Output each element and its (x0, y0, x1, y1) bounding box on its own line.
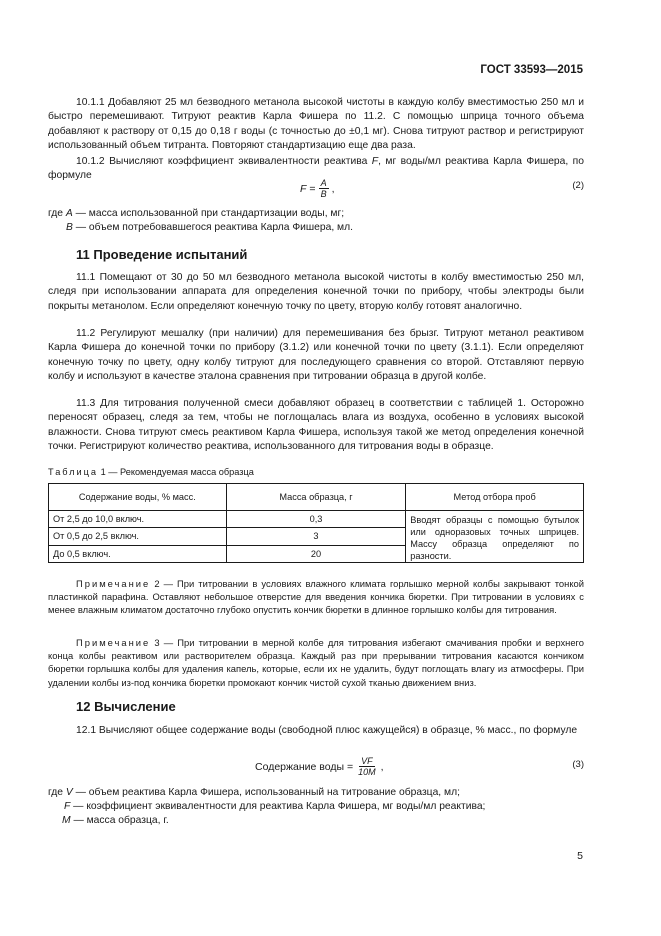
table-1-caption: Таблица 1 — Рекомендуемая масса образца (48, 467, 254, 477)
table-row (49, 511, 584, 528)
paragraph-11-1: 11.1 Помещают от 30 до 50 мл безводного метанола высокой чистоты в колбу вместимостью 250 мл, следя при использовании аппарата для определения конечной точки по прибору, чтобы электроды были покрыты метанолом. Если определяют конечную точку по цвету, вторую колбу готовят аналогично. (48, 272, 584, 312)
where-a: где A — масса использованной при стандартизации воды, мг; (48, 208, 345, 219)
where-b: B — объем потребовавшегося реактива Карла Фишера, мл. (66, 222, 354, 233)
where-f: F — коэффициент эквивалентности для реактива Карла Фишера, мг воды/мл реактива; (64, 801, 486, 812)
page-number: 5 (577, 850, 583, 862)
section-11-title: 11 Проведение испытаний (76, 247, 248, 262)
column-header-mass: Масса образца, г (226, 484, 406, 511)
where-m: M — масса образца, г. (62, 815, 169, 826)
formula-2: F = $\frac{A}{B}$ , (300, 178, 335, 199)
sampling-method-cell: Вводят образцы с помощью бутылок или одноразовых точных шприцев. Массу образца определяют по разности. (406, 511, 584, 563)
paragraph-10-1-2: 10.1.2 Вычисляют коэффициент эквивалентности реактива F, мг воды/мл реактива Карла Фишера, по формуле (48, 156, 584, 182)
table-1 (48, 483, 584, 563)
table-header-row (49, 484, 584, 511)
mass-cell: 20 (226, 545, 406, 562)
where-v: где V — объем реактива Карла Фишера, использованный на титрование образца, мл; (48, 787, 460, 798)
formula-2-number: (2) (572, 180, 584, 191)
column-header-method: Метод отбора проб (406, 484, 584, 511)
formula-3: Содержание воды = $\frac{VF}{10M}$ , (255, 756, 384, 777)
note-2: Примечание 2 — При титровании в условиях влажного климата горлышко мерной колбы закрывают тонкой пластинкой парафина. Оставляют небольшое отверстие для введения кончика бюретки. При титровании в условиях с менее влажным климатом достаточно глубоко опустить кончик бюретки в длинное горлышко колбы для титрования. (48, 578, 584, 616)
paragraph-11-3: 11.3 Для титрования полученной смеси добавляют образец в соответствии с таблицей 1. Осторожно переносят образец, следя за тем, чтобы не поглощалась влага из воздуха, особенно в условиях высокой влажности. Снова титруют смесь реактивом Карла Фишера, используя такой же метод определения конечной точки. Регистрируют количество реактива, использованного для титрования воды в образце. (48, 398, 584, 452)
water-range-cell: От 2,5 до 10,0 включ. (49, 511, 227, 528)
mass-cell: 0,3 (226, 511, 406, 528)
water-range-cell: От 0,5 до 2,5 включ. (49, 528, 227, 545)
paragraph-10-1-1: 10.1.1 Добавляют 25 мл безводного метанола высокой чистоты в каждую колбу вместимостью 250 мл и быстро перемешивают. Титруют реактив Карла Фишера по 11.2. С помощью шприца точного объема добавляют к раствору от 0,15 до 0,18 г воды (с точностью до ±0,1 мг). Снова титруют раствор и регистрируют использованный объем титранта. Повторяют стандартизацию еще два раза. (48, 97, 584, 151)
formula-3-number: (3) (572, 759, 584, 770)
document-code: ГОСТ 33593—2015 (480, 64, 583, 76)
note-3: Примечание 3 — При титровании в мерной колбе для титрования избегают смачивания пробки и верхнего конца колбы реактивом или растворителем образца. Каждый раз при прерывании титрования касаются кончиком бюретки горлышка колбы для удаления капель, которые, если их не удалить, будут поглощать влагу из атмосферы. При удалении колбы из-под кончика бюретки промокают кончик чистой сухой тканью движением вниз. (48, 637, 584, 688)
paragraph-11-2: 11.2 Регулируют мешалку (при наличии) для перемешивания без брызг. Титруют метанол реактивом Карла Фишера до конечной точки по прибору (3.1.2) или конечной точки по цвету (3.1.1). Если определяют конечную точку по цвету, одну колбу титруют для последующего сравнения со второй. Отставляют первую колбу и используют в качестве эталона сравнения при титровании образца в другой колбе. (48, 328, 584, 382)
section-12-title: 12 Вычисление (76, 699, 176, 714)
column-header-water: Содержание воды, % масс. (49, 484, 227, 511)
paragraph-12-1: 12.1 Вычисляют общее содержание воды (свободной плюс кажущейся) в образце, % масс., по формуле (76, 725, 578, 736)
mass-cell: 3 (226, 528, 406, 545)
water-range-cell: До 0,5 включ. (49, 545, 227, 562)
